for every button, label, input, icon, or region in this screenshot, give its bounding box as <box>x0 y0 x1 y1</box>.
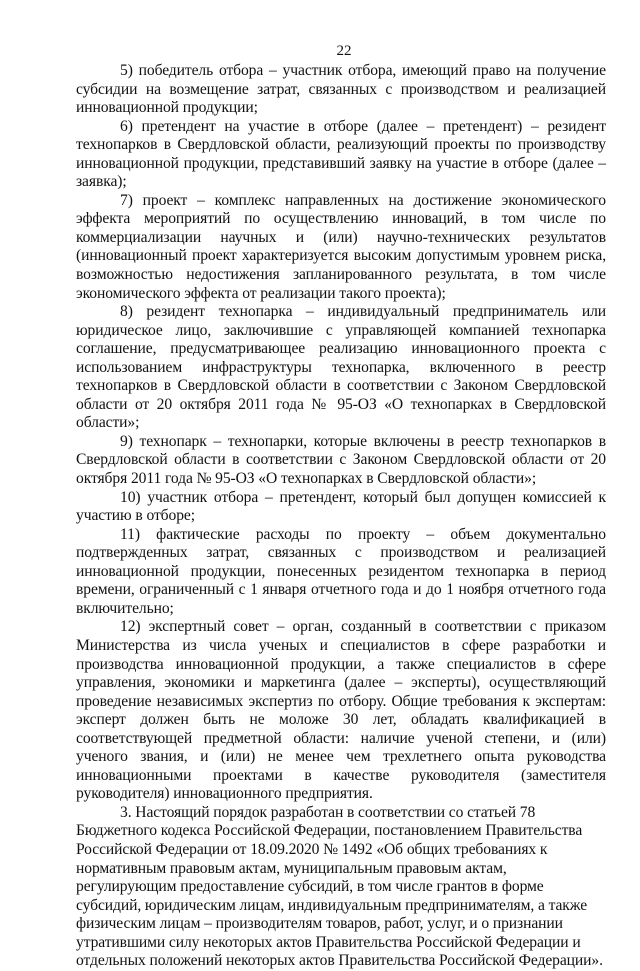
definition-12-expert-council: 12) экспертный совет – орган, созданный в соответствии с приказом Министерства из числа ученых и специалистов в сфере разработки и производства инновационной продукции, а также специалистов в сфере управления, экономики и маркетинга (далее – эксперты), осуществляющий проведение независимых экспертиз по отбору. Общие требования к экспертам: эксперт должен быть не моложе 30 лет, обладать квалификацией в соответствующей предметной области: наличие ученой степени, и (или) ученого звания, и (или) не менее чем трехлетнего опыта руководства инновационными проектами в качестве руководителя (заместителя руководителя) инновационного предприятия. <box>76 618 606 803</box>
section-3-legal-basis: 3. Настоящий порядок разработан в соответствии со статьей 78 Бюджетного кодекса Российской Федерации, постановлением Правительства Российской Федерации от 18.09.2020 № 1492 «Об общих требованиях к нормативным правовым актам, муниципальным правовым актам, регулирующим предоставление субсидий, в том числе грантов в форме субсидий, юридическим лицам, индивидуальным предпринимателям, а также физическим лицам – производителям товаров, работ, услуг, и о признании утратившими силу некоторых актов Правительства Российской Федерации и отдельных положений некоторых актов Правительства Российской Федерации». <box>76 803 603 970</box>
document-page <box>76 42 606 971</box>
definition-9-technopark: 9) технопарк – технопарки, которые включены в реестр технопарков в Свердловской области в соответствии с Законом Свердловской области от 20 октября 2011 года № 95-ОЗ «О технопарках в Свердловской области»; <box>76 432 606 488</box>
definition-6-applicant: 6) претендент на участие в отборе (далее – претендент) – резидент технопарков в Свердловской области, реализующий проекты по производству инновационной продукции, представивший заявку на участие в отборе (далее – заявка); <box>76 117 606 191</box>
definition-5-winner: 5) победитель отбора – участник отбора, имеющий право на получение субсидии на возмещение затрат, связанных с производством и реализацией инновационной продукции; <box>76 62 606 117</box>
page-number: 22 <box>336 43 352 59</box>
definition-11-actual-expenses: 11) фактические расходы по проекту – объем документально подтвержденных затрат, связанных с производством и реализацией инновационной продукции, понесенных резидентом технопарка в период времени, ограниченный с 1 января отчетного года и до 1 ноября отчетного года включительно; <box>76 525 606 617</box>
definition-10-participant: 10) участник отбора – претендент, который был допущен комиссией к участию в отборе; <box>76 488 606 525</box>
definition-8-technopark-resident: 8) резидент технопарка – индивидуальный предприниматель или юридическое лицо, заключившие с управляющей компанией технопарка соглашение, предусматривающее реализацию инновационного проекта с использованием инфраструктуры технопарка, включенного в реестр технопарков в Свердловской области в соответствии с Законом Свердловской области от 20 октября 2011 года № 95-ОЗ «О технопарках в Свердловской области»; <box>76 303 606 432</box>
definition-7-project: 7) проект – комплекс направленных на достижение экономического эффекта мероприятий по осуществлению инноваций, в том числе по коммерциализации научных и (или) научно-технических результатов (инновационный проект характеризуется высоким допустимым уровнем риска, возможностью недостижения запланированного результата, в том числе экономического эффекта от реализации такого проекта); <box>76 191 606 302</box>
